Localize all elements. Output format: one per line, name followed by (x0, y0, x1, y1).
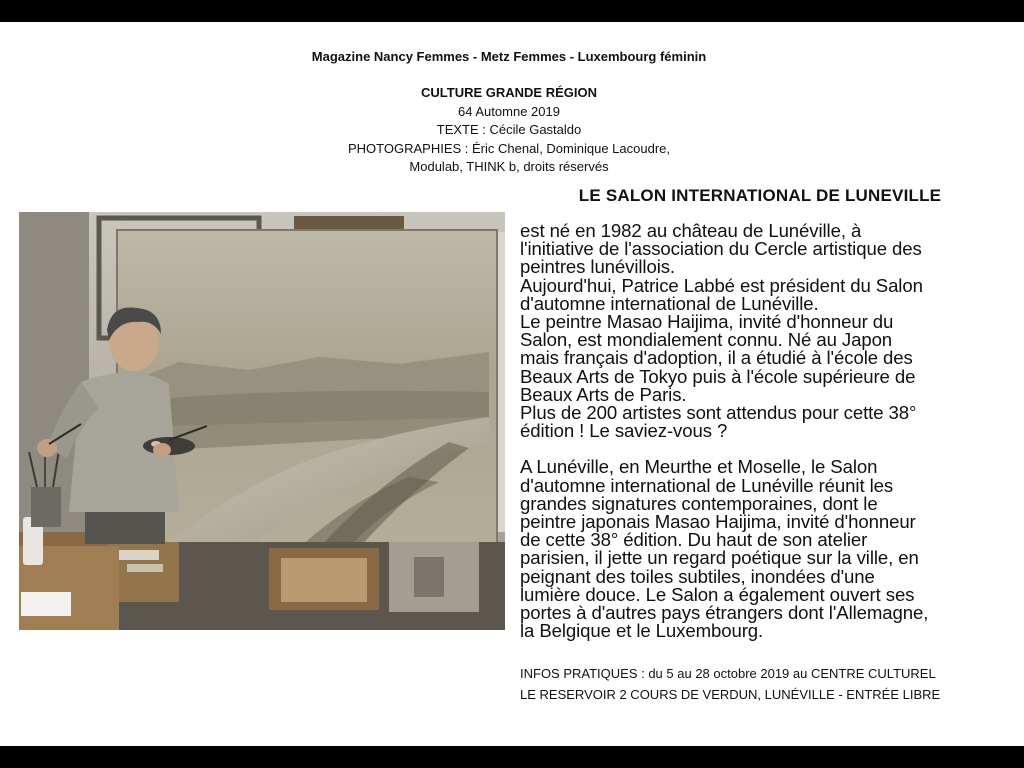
body-line: Plus de 200 artistes sont attendus pour cette 38° (520, 402, 917, 424)
body-line: l'initiative de l'association du Cercle artistique des (520, 238, 922, 260)
credits-block (300, 84, 718, 177)
body-line: mais français d'adoption, il a étudié à l'école des (520, 347, 913, 369)
body-line: la Belgique et le Luxembourg. (520, 620, 764, 642)
painter-studio-photo (19, 212, 505, 630)
photo-credit-line1: PHOTOGRAPHIES : Éric Chenal, Dominique Lacoudre, (347, 140, 670, 156)
body-line: Beaux Arts de Paris. (520, 383, 687, 405)
body-line: portes à d'autres pays étrangers dont l'Allemagne, (520, 602, 929, 624)
practical-info (520, 663, 1010, 705)
body-line: d'automne international de Lunéville réunit les (520, 474, 894, 496)
body-line: d'automne international de Lunéville. (520, 292, 819, 314)
body-line: A Lunéville, en Meurthe et Moselle, le Salon (520, 456, 878, 478)
article-body (520, 222, 1014, 640)
body-line: de cette 38° édition. Du haut de son atelier (520, 529, 868, 551)
photo-credit-line2: Modulab, THINK b, droits réservés (409, 159, 609, 174)
body-line: grandes signatures contemporaines, dont le (520, 492, 878, 514)
body-line: Salon, est mondialement connu. Né au Japon (520, 329, 893, 351)
magazine-page (0, 22, 1024, 746)
article-title: LE SALON INTERNATIONAL DE LUNEVILLE (578, 186, 942, 205)
text-credit: TEXTE : Cécile Gastaldo (436, 122, 582, 137)
infos-line1: INFOS PRATIQUES : du 5 au 28 octobre 2019 au CENTRE CULTUREL (520, 666, 936, 681)
section-label: CULTURE GRANDE RÉGION (421, 85, 597, 100)
issue-label: 64 Automne 2019 (458, 103, 560, 119)
masthead: Magazine Nancy Femmes - Metz Femmes - Luxembourg féminin (311, 49, 707, 64)
body-line: peintres lunévillois. (520, 256, 675, 278)
body-line: parisien, il jette un regard poétique sur la ville, en (520, 547, 919, 569)
body-line: Beaux Arts de Tokyo puis à l'école supérieure de (520, 365, 916, 387)
body-line: est né en 1982 au château de Lunéville, à (520, 220, 862, 241)
body-line: peintre japonais Masao Haijima, invité d'honneur (520, 511, 916, 533)
body-line: Aujourd'hui, Patrice Labbé est président du Salon (520, 274, 923, 296)
body-line: Le peintre Masao Haijima, invité d'honneur du (520, 311, 894, 333)
body-line: édition ! Le saviez-vous ? (520, 420, 728, 442)
body-line: peignant des toiles subtiles, inondées d'une (520, 565, 875, 587)
infos-line2: LE RESERVOIR 2 COURS DE VERDUN, LUNÉVILLE - ENTRÉE LIBRE (520, 687, 941, 702)
body-line: lumière douce. Le Salon a également ouvert ses (520, 583, 915, 605)
